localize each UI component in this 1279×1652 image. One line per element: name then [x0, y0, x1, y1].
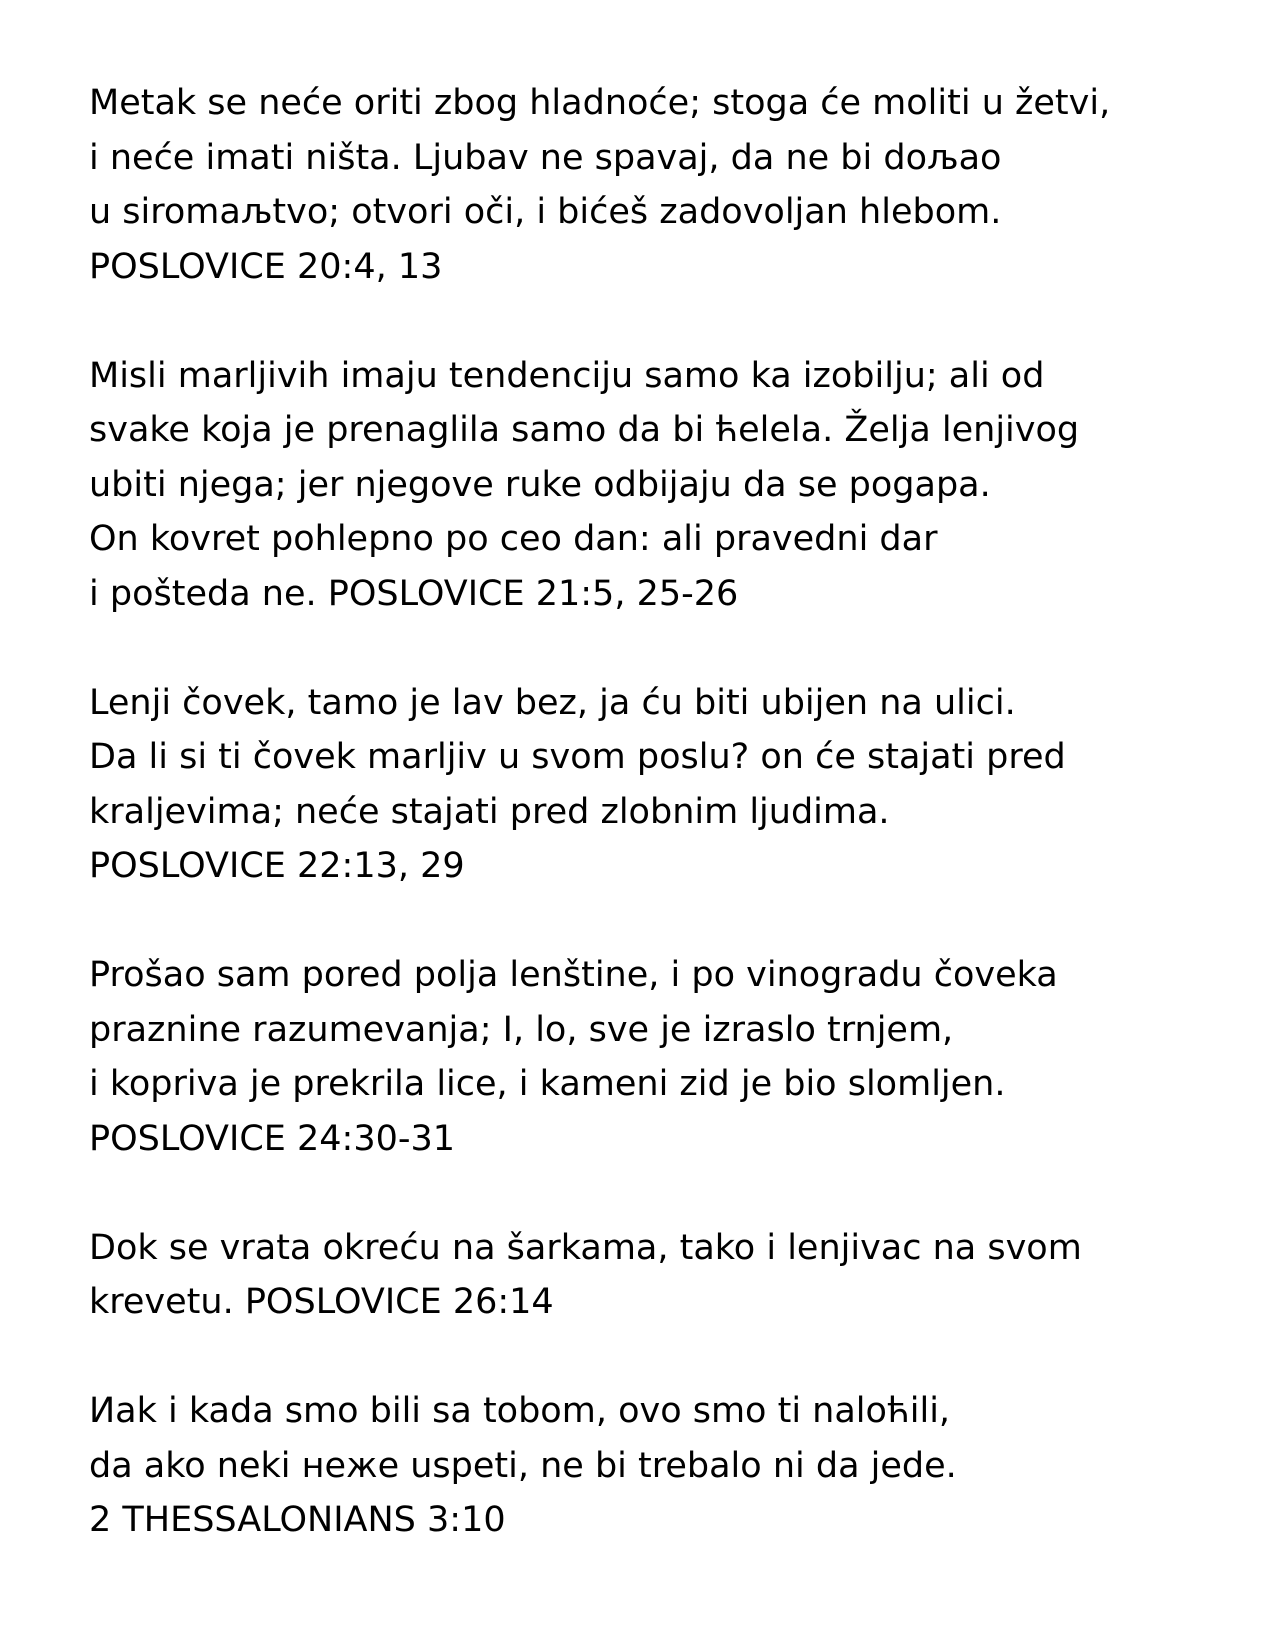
text-line: ubiti njega; jer njegove ruke odbijaju da se pogapa.: [89, 464, 991, 505]
passage-proverbs-22: [89, 676, 1269, 894]
text-line: u siromaљtvo; otvori oči, i bićeš zadovoljan hlebom.: [89, 192, 1002, 232]
text-line-with-reference: i pošteda ne. POSLOVICE 21:5, 25-26: [89, 573, 739, 614]
passage-proverbs-26: [89, 1221, 1269, 1330]
passage-proverbs-20: [89, 76, 1269, 294]
text-line: Misli marljivih imaju tendenciju samo ka izobilju; ali od: [89, 355, 1045, 396]
text-line: i kopriva je prekrila lice, i kameni zid je bio slomljen.: [89, 1064, 1006, 1104]
text-line-with-reference: krevetu. POSLOVICE 26:14: [89, 1282, 554, 1322]
verse-reference: 2 THESSALONIANS 3:10: [89, 1500, 506, 1540]
passage-2-thessalonians-3: [89, 1384, 1269, 1548]
text-line: Иak i kada smo bili sa tobom, ovo smo ti naloћili,: [89, 1391, 951, 1431]
text-line: da ako neki неже uspeti, ne bi trebalo ni da jede.: [89, 1445, 957, 1486]
passage-proverbs-21: [89, 349, 1269, 622]
verse-reference: POSLOVICE 24:30-31: [89, 1118, 456, 1159]
text-line: Prošao sam pored polja lenštine, i po vinogradu čoveka: [89, 955, 1058, 995]
text-line: kraljevima; neće stajati pred zlobnim ljudima.: [89, 791, 890, 832]
verse-reference: POSLOVICE 20:4, 13: [89, 246, 443, 287]
text-line: Metak se neće oriti zbog hladnoće; stoga će moliti u žetvi,: [89, 83, 1111, 123]
text-line: Da li si ti čovek marljiv u svom poslu? on će stajati pred: [89, 737, 1066, 777]
verse-reference: POSLOVICE 22:13, 29: [89, 846, 465, 886]
text-line: On kovret pohlepno po ceo dan: ali pravedni dar: [89, 519, 938, 559]
text-line: Lenji čovek, tamo je lav bez, ja ću biti ubijen na ulici.: [89, 682, 1016, 723]
document-body: [89, 76, 1269, 1602]
text-line: Dok se vrata okreću na šarkama, tako i lenjivac na svom: [89, 1227, 1082, 1268]
text-line: svake koja je prenaglila samo da bi ћelela. Želja lenjivog: [89, 410, 1080, 450]
passage-proverbs-24: [89, 948, 1269, 1166]
text-line: praznine razumevanja; I, lo, sve je izraslo trnjem,: [89, 1009, 954, 1050]
text-line: i neće imati ništa. Ljubav ne spavaj, da ne bi doљao: [89, 137, 1002, 178]
